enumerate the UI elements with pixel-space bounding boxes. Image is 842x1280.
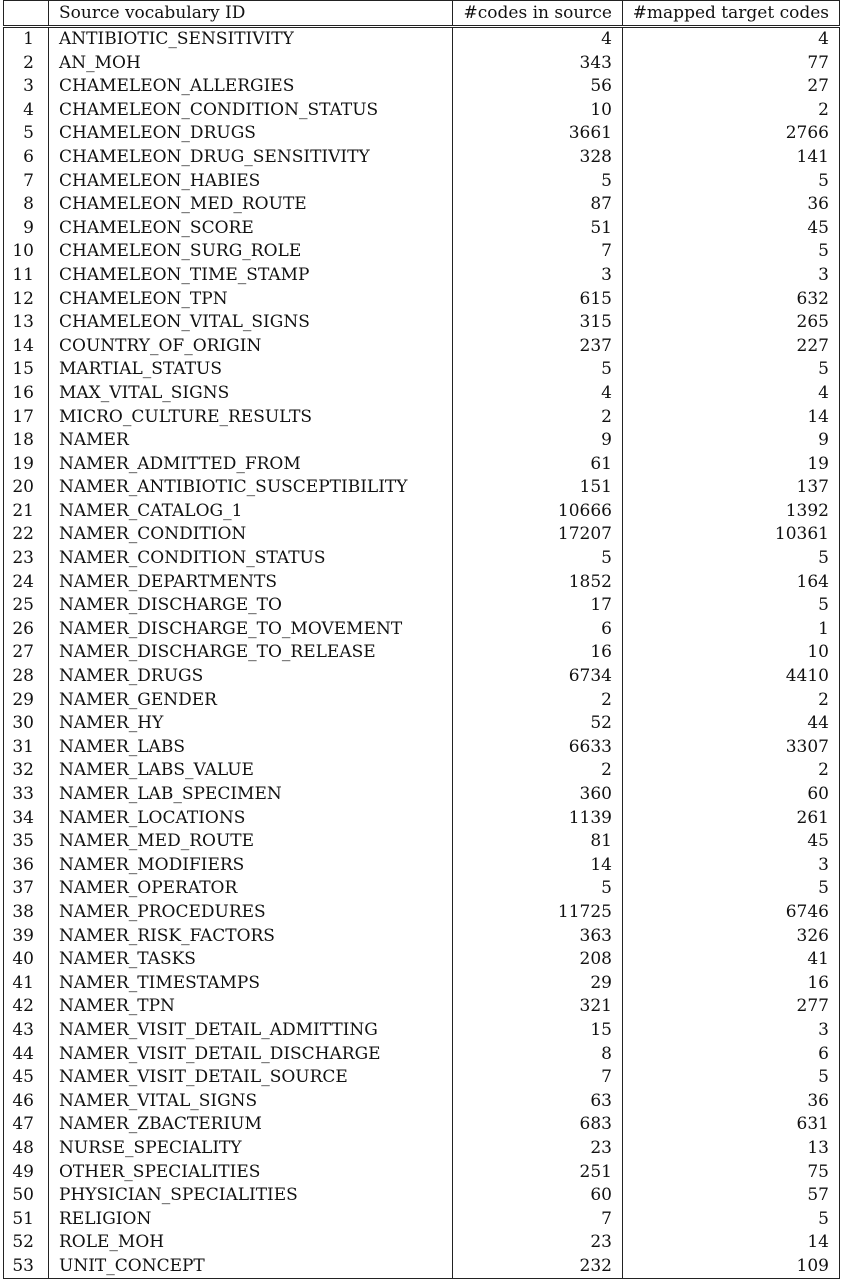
- row-codes-in-source: 29: [453, 972, 623, 996]
- row-mapped-target-codes: 27: [623, 75, 840, 99]
- row-mapped-target-codes: 261: [623, 807, 840, 831]
- row-codes-in-source: 2: [453, 689, 623, 713]
- row-codes-in-source: 6734: [453, 665, 623, 689]
- table-row: [4, 264, 840, 288]
- row-index: 51: [4, 1208, 49, 1232]
- row-mapped-target-codes: 3: [623, 854, 840, 878]
- row-mapped-target-codes: 5: [623, 170, 840, 194]
- row-mapped-target-codes: 41: [623, 948, 840, 972]
- row-vocabulary-id: NAMER_OPERATOR: [49, 877, 453, 901]
- row-codes-in-source: 2: [453, 406, 623, 430]
- row-index: 12: [4, 288, 49, 312]
- row-mapped-target-codes: 4: [623, 382, 840, 406]
- row-index: 1: [4, 27, 49, 52]
- row-index: 22: [4, 523, 49, 547]
- row-mapped-target-codes: 141: [623, 146, 840, 170]
- row-vocabulary-id: NAMER: [49, 429, 453, 453]
- row-mapped-target-codes: 14: [623, 1231, 840, 1255]
- row-vocabulary-id: ANTIBIOTIC_SENSITIVITY: [49, 27, 453, 52]
- row-codes-in-source: 11725: [453, 901, 623, 925]
- row-mapped-target-codes: 5: [623, 1208, 840, 1232]
- row-codes-in-source: 51: [453, 217, 623, 241]
- row-index: 19: [4, 453, 49, 477]
- table-row: [4, 1066, 840, 1090]
- table-row: [4, 925, 840, 949]
- row-mapped-target-codes: 3307: [623, 736, 840, 760]
- row-mapped-target-codes: 10: [623, 641, 840, 665]
- row-codes-in-source: 9: [453, 429, 623, 453]
- row-vocabulary-id: CHAMELEON_TPN: [49, 288, 453, 312]
- table-header-row: [4, 1, 840, 27]
- row-codes-in-source: 23: [453, 1137, 623, 1161]
- row-mapped-target-codes: 45: [623, 217, 840, 241]
- row-mapped-target-codes: 36: [623, 1090, 840, 1114]
- header-index: [4, 1, 49, 27]
- row-mapped-target-codes: 45: [623, 830, 840, 854]
- row-mapped-target-codes: 16: [623, 972, 840, 996]
- row-codes-in-source: 4: [453, 27, 623, 52]
- table-row: [4, 618, 840, 642]
- row-mapped-target-codes: 5: [623, 594, 840, 618]
- row-vocabulary-id: NAMER_HY: [49, 712, 453, 736]
- row-codes-in-source: 4: [453, 382, 623, 406]
- row-codes-in-source: 61: [453, 453, 623, 477]
- table-row: [4, 1019, 840, 1043]
- row-index: 4: [4, 99, 49, 123]
- row-vocabulary-id: CHAMELEON_VITAL_SIGNS: [49, 311, 453, 335]
- row-mapped-target-codes: 77: [623, 52, 840, 76]
- row-vocabulary-id: NAMER_LAB_SPECIMEN: [49, 783, 453, 807]
- row-codes-in-source: 615: [453, 288, 623, 312]
- row-vocabulary-id: NAMER_LOCATIONS: [49, 807, 453, 831]
- row-codes-in-source: 5: [453, 877, 623, 901]
- row-mapped-target-codes: 109: [623, 1255, 840, 1279]
- table-row: [4, 75, 840, 99]
- row-index: 41: [4, 972, 49, 996]
- row-codes-in-source: 2: [453, 759, 623, 783]
- row-codes-in-source: 363: [453, 925, 623, 949]
- row-index: 53: [4, 1255, 49, 1279]
- table-row: [4, 52, 840, 76]
- row-mapped-target-codes: 10361: [623, 523, 840, 547]
- vocabulary-table-container: [3, 0, 839, 1279]
- row-index: 39: [4, 925, 49, 949]
- table-row: [4, 358, 840, 382]
- row-index: 16: [4, 382, 49, 406]
- row-mapped-target-codes: 57: [623, 1184, 840, 1208]
- row-vocabulary-id: NAMER_DISCHARGE_TO_MOVEMENT: [49, 618, 453, 642]
- table-row: [4, 547, 840, 571]
- row-index: 36: [4, 854, 49, 878]
- row-codes-in-source: 683: [453, 1113, 623, 1137]
- row-mapped-target-codes: 164: [623, 571, 840, 595]
- table-row: [4, 1231, 840, 1255]
- row-index: 21: [4, 500, 49, 524]
- row-codes-in-source: 17: [453, 594, 623, 618]
- row-vocabulary-id: COUNTRY_OF_ORIGIN: [49, 335, 453, 359]
- row-vocabulary-id: ROLE_MOH: [49, 1231, 453, 1255]
- row-mapped-target-codes: 277: [623, 995, 840, 1019]
- table-row: [4, 641, 840, 665]
- row-vocabulary-id: NAMER_GENDER: [49, 689, 453, 713]
- table-row: [4, 571, 840, 595]
- row-codes-in-source: 87: [453, 193, 623, 217]
- row-codes-in-source: 343: [453, 52, 623, 76]
- row-vocabulary-id: CHAMELEON_TIME_STAMP: [49, 264, 453, 288]
- row-vocabulary-id: NAMER_LABS_VALUE: [49, 759, 453, 783]
- row-vocabulary-id: CHAMELEON_DRUGS: [49, 122, 453, 146]
- row-codes-in-source: 3661: [453, 122, 623, 146]
- row-mapped-target-codes: 1: [623, 618, 840, 642]
- row-vocabulary-id: NAMER_MED_ROUTE: [49, 830, 453, 854]
- row-index: 18: [4, 429, 49, 453]
- row-mapped-target-codes: 75: [623, 1161, 840, 1185]
- row-mapped-target-codes: 14: [623, 406, 840, 430]
- row-index: 20: [4, 476, 49, 500]
- row-index: 27: [4, 641, 49, 665]
- table-row: [4, 146, 840, 170]
- table-row: [4, 972, 840, 996]
- table-body: [4, 27, 840, 1279]
- row-mapped-target-codes: 137: [623, 476, 840, 500]
- row-vocabulary-id: MAX_VITAL_SIGNS: [49, 382, 453, 406]
- table-row: [4, 689, 840, 713]
- row-codes-in-source: 63: [453, 1090, 623, 1114]
- table-row: [4, 193, 840, 217]
- row-vocabulary-id: CHAMELEON_HABIES: [49, 170, 453, 194]
- row-index: 32: [4, 759, 49, 783]
- row-vocabulary-id: NAMER_ZBACTERIUM: [49, 1113, 453, 1137]
- table-row: [4, 523, 840, 547]
- row-vocabulary-id: NAMER_TASKS: [49, 948, 453, 972]
- row-index: 37: [4, 877, 49, 901]
- row-index: 17: [4, 406, 49, 430]
- table-row: [4, 311, 840, 335]
- table-row: [4, 830, 840, 854]
- row-mapped-target-codes: 227: [623, 335, 840, 359]
- row-index: 15: [4, 358, 49, 382]
- row-mapped-target-codes: 1392: [623, 500, 840, 524]
- table-row: [4, 995, 840, 1019]
- table-row: [4, 1043, 840, 1067]
- row-vocabulary-id: NURSE_SPECIALITY: [49, 1137, 453, 1161]
- row-codes-in-source: 52: [453, 712, 623, 736]
- row-codes-in-source: 232: [453, 1255, 623, 1279]
- row-index: 13: [4, 311, 49, 335]
- row-index: 14: [4, 335, 49, 359]
- row-codes-in-source: 23: [453, 1231, 623, 1255]
- row-codes-in-source: 14: [453, 854, 623, 878]
- row-index: 47: [4, 1113, 49, 1137]
- row-index: 43: [4, 1019, 49, 1043]
- table-row: [4, 476, 840, 500]
- row-mapped-target-codes: 5: [623, 358, 840, 382]
- row-index: 34: [4, 807, 49, 831]
- row-index: 46: [4, 1090, 49, 1114]
- row-mapped-target-codes: 2: [623, 689, 840, 713]
- row-index: 44: [4, 1043, 49, 1067]
- table-row: [4, 948, 840, 972]
- row-vocabulary-id: NAMER_DISCHARGE_TO: [49, 594, 453, 618]
- row-codes-in-source: 208: [453, 948, 623, 972]
- row-vocabulary-id: NAMER_LABS: [49, 736, 453, 760]
- row-index: 24: [4, 571, 49, 595]
- row-vocabulary-id: UNIT_CONCEPT: [49, 1255, 453, 1279]
- row-codes-in-source: 6: [453, 618, 623, 642]
- row-mapped-target-codes: 3: [623, 1019, 840, 1043]
- row-vocabulary-id: NAMER_DEPARTMENTS: [49, 571, 453, 595]
- row-codes-in-source: 81: [453, 830, 623, 854]
- row-mapped-target-codes: 4: [623, 27, 840, 52]
- row-mapped-target-codes: 2: [623, 99, 840, 123]
- row-index: 35: [4, 830, 49, 854]
- table-row: [4, 1184, 840, 1208]
- row-vocabulary-id: NAMER_CONDITION_STATUS: [49, 547, 453, 571]
- row-index: 7: [4, 170, 49, 194]
- row-vocabulary-id: CHAMELEON_CONDITION_STATUS: [49, 99, 453, 123]
- table-row: [4, 594, 840, 618]
- row-vocabulary-id: MICRO_CULTURE_RESULTS: [49, 406, 453, 430]
- row-vocabulary-id: CHAMELEON_MED_ROUTE: [49, 193, 453, 217]
- row-index: 26: [4, 618, 49, 642]
- row-index: 38: [4, 901, 49, 925]
- table-row: [4, 429, 840, 453]
- header-source-vocabulary-id: Source vocabulary ID: [49, 1, 453, 27]
- row-index: 23: [4, 547, 49, 571]
- row-vocabulary-id: NAMER_VITAL_SIGNS: [49, 1090, 453, 1114]
- table-row: [4, 27, 840, 52]
- row-mapped-target-codes: 6: [623, 1043, 840, 1067]
- row-index: 9: [4, 217, 49, 241]
- row-vocabulary-id: NAMER_VISIT_DETAIL_SOURCE: [49, 1066, 453, 1090]
- table-row: [4, 453, 840, 477]
- row-vocabulary-id: NAMER_ANTIBIOTIC_SUSCEPTIBILITY: [49, 476, 453, 500]
- header-codes-in-source: #codes in source: [453, 1, 623, 27]
- row-mapped-target-codes: 44: [623, 712, 840, 736]
- row-vocabulary-id: NAMER_TIMESTAMPS: [49, 972, 453, 996]
- row-codes-in-source: 5: [453, 358, 623, 382]
- row-vocabulary-id: RELIGION: [49, 1208, 453, 1232]
- row-index: 33: [4, 783, 49, 807]
- row-index: 52: [4, 1231, 49, 1255]
- row-mapped-target-codes: 265: [623, 311, 840, 335]
- row-codes-in-source: 60: [453, 1184, 623, 1208]
- row-codes-in-source: 5: [453, 170, 623, 194]
- row-codes-in-source: 360: [453, 783, 623, 807]
- row-mapped-target-codes: 36: [623, 193, 840, 217]
- table-row: [4, 901, 840, 925]
- row-vocabulary-id: NAMER_TPN: [49, 995, 453, 1019]
- table-row: [4, 122, 840, 146]
- row-codes-in-source: 151: [453, 476, 623, 500]
- table-row: [4, 406, 840, 430]
- row-vocabulary-id: PHYSICIAN_SPECIALITIES: [49, 1184, 453, 1208]
- row-index: 40: [4, 948, 49, 972]
- row-index: 45: [4, 1066, 49, 1090]
- row-vocabulary-id: NAMER_ADMITTED_FROM: [49, 453, 453, 477]
- row-codes-in-source: 5: [453, 547, 623, 571]
- row-index: 10: [4, 240, 49, 264]
- vocabulary-table: [3, 0, 840, 1279]
- row-index: 5: [4, 122, 49, 146]
- row-codes-in-source: 8: [453, 1043, 623, 1067]
- table-row: [4, 382, 840, 406]
- row-vocabulary-id: NAMER_DISCHARGE_TO_RELEASE: [49, 641, 453, 665]
- row-mapped-target-codes: 2: [623, 759, 840, 783]
- row-mapped-target-codes: 2766: [623, 122, 840, 146]
- row-mapped-target-codes: 13: [623, 1137, 840, 1161]
- row-codes-in-source: 328: [453, 146, 623, 170]
- row-index: 8: [4, 193, 49, 217]
- row-mapped-target-codes: 5: [623, 1066, 840, 1090]
- row-mapped-target-codes: 6746: [623, 901, 840, 925]
- table-row: [4, 736, 840, 760]
- table-row: [4, 854, 840, 878]
- row-vocabulary-id: NAMER_CATALOG_1: [49, 500, 453, 524]
- row-codes-in-source: 7: [453, 1066, 623, 1090]
- row-index: 2: [4, 52, 49, 76]
- table-row: [4, 712, 840, 736]
- row-index: 6: [4, 146, 49, 170]
- row-vocabulary-id: CHAMELEON_SCORE: [49, 217, 453, 241]
- table-row: [4, 665, 840, 689]
- table-row: [4, 783, 840, 807]
- table-row: [4, 1255, 840, 1279]
- table-row: [4, 1208, 840, 1232]
- row-codes-in-source: 315: [453, 311, 623, 335]
- row-vocabulary-id: NAMER_RISK_FACTORS: [49, 925, 453, 949]
- row-codes-in-source: 7: [453, 1208, 623, 1232]
- row-vocabulary-id: NAMER_PROCEDURES: [49, 901, 453, 925]
- row-codes-in-source: 237: [453, 335, 623, 359]
- row-index: 11: [4, 264, 49, 288]
- row-codes-in-source: 17207: [453, 523, 623, 547]
- row-vocabulary-id: MARTIAL_STATUS: [49, 358, 453, 382]
- row-index: 48: [4, 1137, 49, 1161]
- table-row: [4, 335, 840, 359]
- row-mapped-target-codes: 5: [623, 240, 840, 264]
- row-index: 29: [4, 689, 49, 713]
- row-index: 42: [4, 995, 49, 1019]
- row-mapped-target-codes: 3: [623, 264, 840, 288]
- row-index: 31: [4, 736, 49, 760]
- row-codes-in-source: 10666: [453, 500, 623, 524]
- table-row: [4, 288, 840, 312]
- table-row: [4, 807, 840, 831]
- row-vocabulary-id: NAMER_DRUGS: [49, 665, 453, 689]
- table-row: [4, 1161, 840, 1185]
- table-row: [4, 1137, 840, 1161]
- row-index: 25: [4, 594, 49, 618]
- row-vocabulary-id: NAMER_VISIT_DETAIL_ADMITTING: [49, 1019, 453, 1043]
- row-codes-in-source: 7: [453, 240, 623, 264]
- row-index: 50: [4, 1184, 49, 1208]
- row-codes-in-source: 15: [453, 1019, 623, 1043]
- row-index: 30: [4, 712, 49, 736]
- row-vocabulary-id: CHAMELEON_DRUG_SENSITIVITY: [49, 146, 453, 170]
- table-row: [4, 170, 840, 194]
- row-codes-in-source: 1852: [453, 571, 623, 595]
- row-codes-in-source: 251: [453, 1161, 623, 1185]
- row-mapped-target-codes: 632: [623, 288, 840, 312]
- row-index: 3: [4, 75, 49, 99]
- row-index: 28: [4, 665, 49, 689]
- row-mapped-target-codes: 5: [623, 877, 840, 901]
- row-codes-in-source: 321: [453, 995, 623, 1019]
- row-vocabulary-id: OTHER_SPECIALITIES: [49, 1161, 453, 1185]
- table-row: [4, 99, 840, 123]
- row-mapped-target-codes: 4410: [623, 665, 840, 689]
- table-row: [4, 759, 840, 783]
- row-index: 49: [4, 1161, 49, 1185]
- table-row: [4, 1113, 840, 1137]
- row-codes-in-source: 16: [453, 641, 623, 665]
- row-codes-in-source: 6633: [453, 736, 623, 760]
- table-row: [4, 1090, 840, 1114]
- row-codes-in-source: 56: [453, 75, 623, 99]
- header-mapped-target-codes: #mapped target codes: [623, 1, 840, 27]
- row-vocabulary-id: NAMER_VISIT_DETAIL_DISCHARGE: [49, 1043, 453, 1067]
- row-codes-in-source: 3: [453, 264, 623, 288]
- row-mapped-target-codes: 5: [623, 547, 840, 571]
- row-mapped-target-codes: 9: [623, 429, 840, 453]
- table-row: [4, 877, 840, 901]
- row-codes-in-source: 10: [453, 99, 623, 123]
- row-codes-in-source: 1139: [453, 807, 623, 831]
- row-vocabulary-id: CHAMELEON_ALLERGIES: [49, 75, 453, 99]
- row-mapped-target-codes: 60: [623, 783, 840, 807]
- table-row: [4, 500, 840, 524]
- row-mapped-target-codes: 631: [623, 1113, 840, 1137]
- row-vocabulary-id: NAMER_CONDITION: [49, 523, 453, 547]
- row-mapped-target-codes: 326: [623, 925, 840, 949]
- row-vocabulary-id: NAMER_MODIFIERS: [49, 854, 453, 878]
- row-vocabulary-id: CHAMELEON_SURG_ROLE: [49, 240, 453, 264]
- row-mapped-target-codes: 19: [623, 453, 840, 477]
- table-row: [4, 240, 840, 264]
- table-row: [4, 217, 840, 241]
- row-vocabulary-id: AN_MOH: [49, 52, 453, 76]
